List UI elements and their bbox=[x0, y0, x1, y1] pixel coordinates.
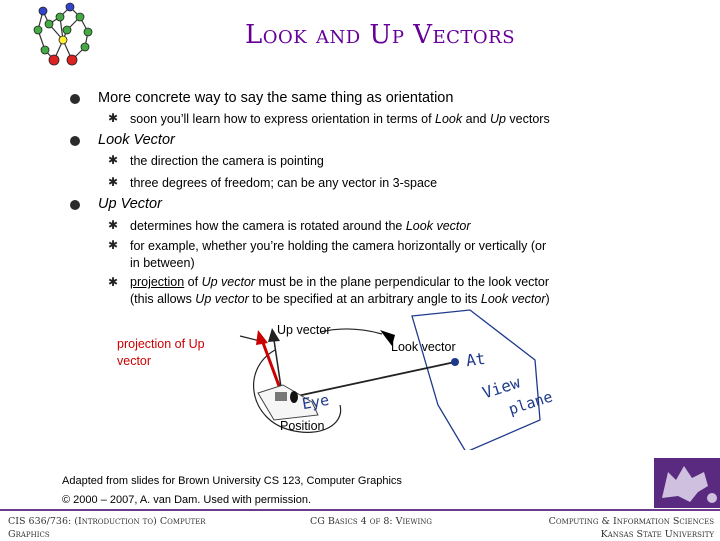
asterisk-bullet-icon: ✱ bbox=[108, 275, 119, 289]
bullet-dot bbox=[70, 94, 80, 104]
look-vector-label: Look vector bbox=[391, 340, 456, 354]
handwritten-plane: plane bbox=[506, 387, 555, 419]
bullet-text: Up Vector bbox=[98, 196, 162, 212]
attribution: Adapted from slides for Brown University CS 123, Computer Graphics © 2000 – 2007, A. van Dam. Used with permission. bbox=[62, 475, 402, 506]
asterisk-bullet-icon: ✱ bbox=[108, 153, 119, 167]
camera-diagram bbox=[0, 300, 720, 450]
footer-divider bbox=[0, 509, 720, 511]
footer-department: Computing & Information Sciences Kansas State University bbox=[548, 516, 714, 540]
camera-lens bbox=[275, 392, 287, 401]
position-label: Position bbox=[280, 419, 325, 433]
projection-label: projection of Up vector bbox=[117, 337, 205, 368]
asterisk-bullet-icon: ✱ bbox=[108, 218, 119, 232]
look-at-point bbox=[451, 358, 459, 366]
kstate-logo bbox=[654, 458, 720, 508]
handwritten-eye: Eye bbox=[300, 390, 331, 414]
asterisk-bullet-icon: ✱ bbox=[108, 175, 119, 189]
sub-bullet-text: projection of Up vector must be in the plane perpendicular to the look vector (this allows Up vector to be specified at an arbitrary angle to its Look vector) bbox=[130, 275, 550, 306]
sub-bullet-text: the direction the camera is pointing bbox=[130, 154, 324, 168]
sub-bullet-text: determines how the camera is rotated around the Look vector bbox=[130, 219, 471, 233]
up-vector-label: Up vector bbox=[277, 323, 331, 337]
wildcat-icon bbox=[654, 458, 720, 508]
sub-bullet-text: soon you’ll learn how to express orientation in terms of Look and Up vectors bbox=[130, 112, 550, 126]
bullet-dot bbox=[70, 200, 80, 210]
bullet-text: More concrete way to say the same thing as orientation bbox=[98, 90, 454, 106]
asterisk-bullet-icon: ✱ bbox=[108, 238, 119, 252]
handwritten-at: At bbox=[464, 348, 487, 371]
footer-lecture: CG Basics 4 of 8: Viewing bbox=[310, 516, 433, 527]
sub-bullet-text: three degrees of freedom; can be any vector in 3-space bbox=[130, 176, 438, 190]
bullet-dot bbox=[70, 136, 80, 146]
footer-course: CIS 636/736: (Introduction to) Computer Graphics bbox=[8, 516, 206, 540]
sub-bullet-text: for example, whether you’re holding the camera horizontally or vertically (or in between) bbox=[130, 239, 547, 270]
up-vector-arrowhead bbox=[256, 330, 268, 345]
page-title: Look and Up Vectors bbox=[244, 20, 516, 50]
asterisk-bullet-icon: ✱ bbox=[108, 111, 119, 125]
handwritten-view: View bbox=[480, 372, 523, 403]
view-plane-outline bbox=[412, 310, 540, 450]
bullet-text: Look Vector bbox=[98, 132, 175, 148]
